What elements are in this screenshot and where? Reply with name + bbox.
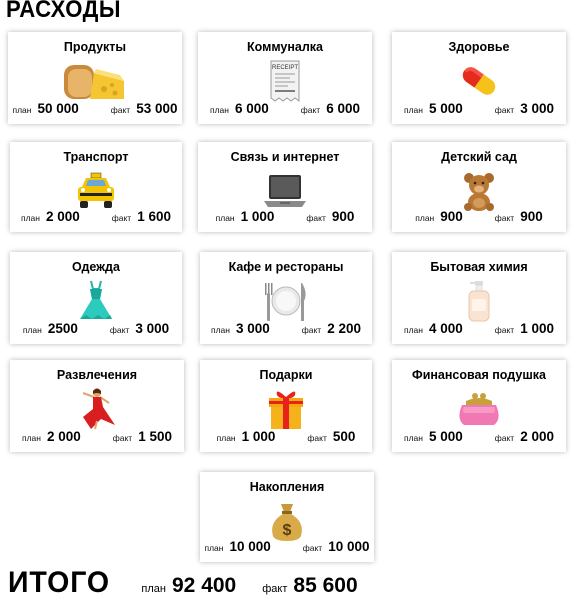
fact-label: факт (494, 433, 515, 443)
card-title: Бытовая химия (430, 260, 528, 274)
expense-card-transport (10, 142, 182, 232)
plan-label: план (210, 325, 230, 335)
purse-icon (392, 386, 566, 432)
fact-value: 53 000 (136, 101, 178, 116)
fact-value: 6 000 (326, 101, 360, 116)
total-plan-label: план (141, 583, 166, 595)
fact-value: 3 000 (135, 321, 170, 336)
plan-value: 2500 (47, 321, 78, 336)
plan-value: 2 000 (46, 429, 81, 444)
fact-value: 1 000 (520, 321, 554, 336)
plan-label: план (415, 213, 435, 223)
plan-value: 3 000 (235, 321, 270, 336)
expense-card-cafes (200, 252, 372, 344)
plan-value: 5 000 (428, 101, 463, 116)
total-label: ИТОГО (8, 566, 111, 599)
fact-label: факт (307, 433, 327, 443)
fact-value: 10 000 (328, 539, 370, 554)
plan-value: 5 000 (428, 429, 463, 444)
dancer-icon (10, 386, 184, 432)
expense-card-household-chemicals (392, 252, 566, 344)
fact-label: факт (494, 105, 515, 115)
fact-label: факт (110, 105, 131, 115)
bread-cheese-icon (8, 58, 182, 104)
fact-label: факт (112, 433, 133, 443)
expense-card-savings (200, 472, 374, 562)
plan-label: план (403, 105, 423, 115)
receipt-icon (198, 58, 372, 104)
expense-card-internet (198, 142, 372, 232)
card-title: Связь и интернет (230, 150, 340, 164)
expense-card-kindergarten (392, 142, 566, 232)
taxi-icon (10, 168, 182, 214)
total-row (8, 566, 358, 600)
expense-card-gifts (200, 360, 372, 452)
plan-label: план (403, 325, 423, 335)
card-title: Здоровье (448, 40, 510, 54)
plan-value: 10 000 (229, 539, 271, 554)
fact-label: факт (494, 325, 515, 335)
plan-label: план (403, 433, 423, 443)
expense-card-health (392, 32, 566, 124)
fact-value: 900 (520, 209, 543, 224)
plan-value: 4 000 (428, 321, 463, 336)
plan-value: 900 (440, 209, 463, 224)
card-title: Транспорт (63, 150, 129, 164)
fact-label: факт (302, 543, 323, 553)
plan-label: план (21, 433, 41, 443)
fact-value: 2 000 (520, 429, 554, 444)
fact-label: факт (306, 213, 326, 223)
laptop-icon (198, 168, 372, 214)
expense-card-clothes (10, 252, 182, 344)
plan-label: план (216, 433, 236, 443)
plan-value: 1 000 (241, 429, 276, 444)
fact-label: факт (111, 213, 132, 223)
receipt-text: RECEIPT (271, 65, 299, 71)
fact-label: факт (300, 105, 321, 115)
plan-value: 2 000 (45, 209, 80, 224)
plan-value: 1 000 (240, 209, 275, 224)
total-fact-label: факт (262, 583, 288, 595)
money-bag-icon (200, 498, 374, 544)
card-title: Подарки (259, 368, 313, 382)
total-fact-value: 85 600 (293, 574, 358, 597)
plan-label: план (22, 325, 42, 335)
lotion-bottle-icon (392, 278, 566, 324)
card-title: Коммуналка (246, 40, 324, 54)
fact-value: 2 200 (327, 321, 361, 336)
fact-label: факт (494, 213, 515, 223)
plan-value: 50 000 (37, 101, 79, 116)
card-title: Финансовая подушка (412, 368, 546, 382)
card-title: Развлечения (56, 368, 138, 382)
plan-label: план (215, 213, 235, 223)
plan-label: план (209, 105, 229, 115)
teddy-bear-icon (392, 168, 566, 214)
plate-cutlery-icon (200, 278, 372, 324)
card-title: Продукты (63, 40, 127, 54)
expense-card-financial-cushion (392, 360, 566, 452)
fact-value: 1 600 (137, 209, 171, 224)
dress-icon (10, 278, 182, 324)
fact-label: факт (109, 325, 130, 335)
fact-value: 1 500 (138, 429, 172, 444)
expense-card-entertainment (10, 360, 184, 452)
expense-card-utilities (198, 32, 372, 124)
expense-card-products (8, 32, 182, 124)
card-title: Одежда (72, 260, 120, 274)
total-plan-value: 92 400 (172, 574, 237, 597)
plan-label: план (20, 213, 40, 223)
gift-icon (200, 386, 372, 432)
card-title: Накопления (249, 480, 325, 494)
fact-value: 900 (331, 209, 355, 224)
card-title: Кафе и рестораны (228, 260, 344, 274)
fact-value: 3 000 (520, 101, 554, 116)
fact-label: факт (301, 325, 322, 335)
plan-label: план (204, 543, 224, 553)
card-title: Детский сад (441, 150, 517, 164)
svg-text:$: $ (282, 522, 292, 539)
plan-value: 6 000 (234, 101, 269, 116)
fact-value: 500 (332, 429, 356, 444)
pill-icon (392, 58, 566, 104)
page-title: РАСХОДЫ (6, 0, 121, 23)
plan-label: план (12, 105, 32, 115)
